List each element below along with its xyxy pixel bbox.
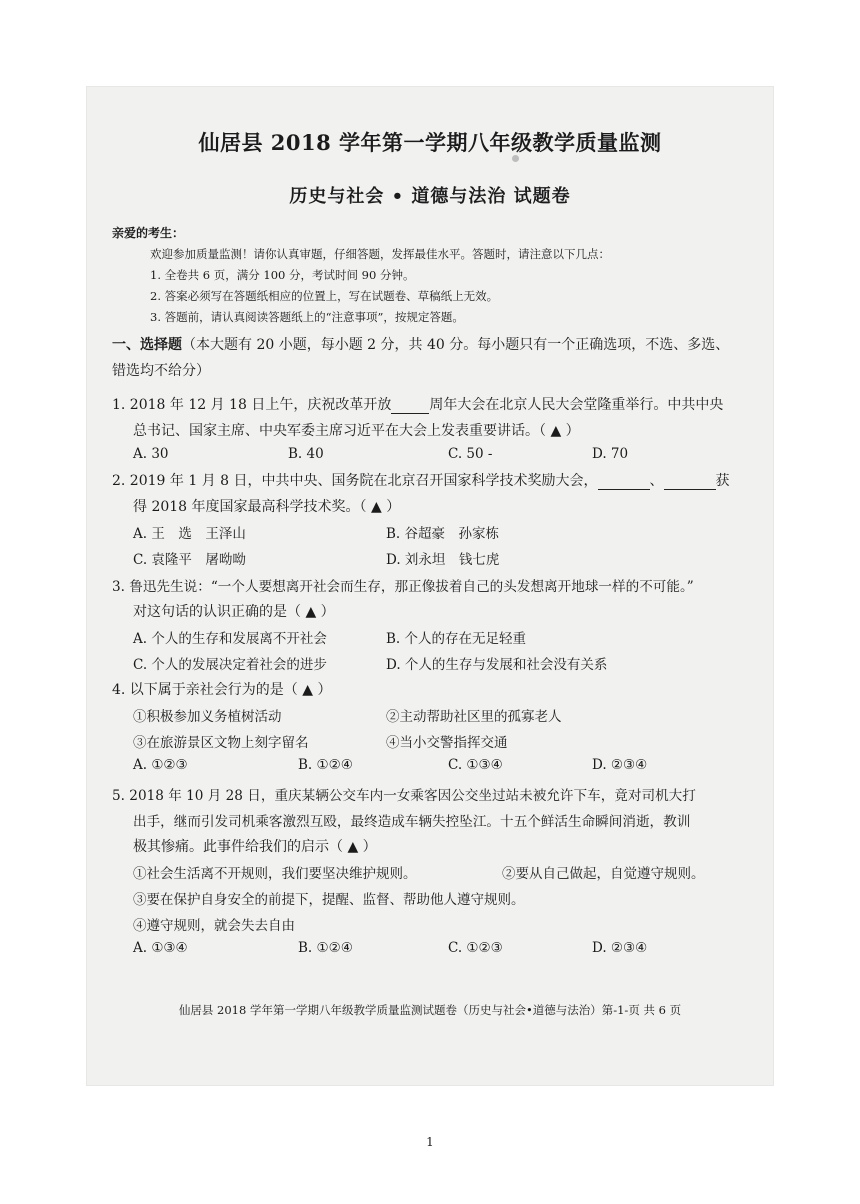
q4-item-2: ②主动帮助社区里的孤寡老人 bbox=[386, 709, 562, 725]
section-heading-line2: 错选均不给分） bbox=[112, 363, 210, 379]
q4-option-d: D. ②③④ bbox=[592, 757, 648, 773]
q5-option-c: C. ①②③ bbox=[448, 940, 503, 956]
question-4: 4. 以下属于亲社会行为的是（ ▲ ） bbox=[112, 682, 332, 698]
question-5: 5. 2018 年 10 月 28 日，重庆某辆公交车内一女乘客因公交坐过站未被允许下车，竟对司机大打 bbox=[112, 788, 696, 804]
q4-option-c: C. ①③④ bbox=[448, 757, 503, 773]
answer-blank bbox=[391, 397, 429, 414]
page-number: 1 bbox=[426, 1135, 434, 1149]
q3-option-a: A. 个人的生存和发展离不开社会 bbox=[133, 631, 327, 647]
q4-option-a: A. ①②③ bbox=[133, 757, 188, 773]
notice-item: 2. 答案必须写在答题纸相应的位置上，写在试题卷、草稿纸上无效。 bbox=[150, 289, 499, 303]
q2-sep: 、 bbox=[649, 473, 664, 489]
q4-item-1: ①积极参加义务植树活动 bbox=[133, 709, 282, 725]
q1-line2: 总书记、国家主席、中央军委主席习近平在大会上发表重要讲话。（ ▲ ） bbox=[133, 423, 580, 439]
question-2 bbox=[112, 470, 730, 490]
notice-item: 3. 答题前，请认真阅读答题纸上的“注意事项”，按规定答题。 bbox=[150, 310, 464, 324]
q1-option-b: B. 40 bbox=[288, 446, 324, 462]
q5-item-3: ③要在保护自身安全的前提下，提醒、监督、帮助他人遵守规则。 bbox=[133, 892, 525, 908]
q1-option-d: D. 70 bbox=[592, 446, 629, 462]
exam-title: 仙居县 2018 学年第一学期八年级教学质量监测 bbox=[198, 130, 662, 155]
notice-greeting: 亲爱的考生： bbox=[112, 226, 185, 240]
q3-line2: 对这句话的认识正确的是（ ▲ ） bbox=[133, 604, 335, 620]
q3-option-d: D. 个人的生存与发展和社会没有关系 bbox=[386, 657, 608, 673]
section-heading-bold: 一、选择题 bbox=[112, 337, 182, 353]
q3-option-c: C. 个人的发展决定着社会的进步 bbox=[133, 657, 327, 673]
q2-text-b: 获 bbox=[715, 473, 730, 489]
q5-option-b: B. ①②④ bbox=[298, 940, 353, 956]
q2-option-c: C. 袁隆平 屠呦呦 bbox=[133, 552, 246, 568]
q5-option-a: A. ①③④ bbox=[133, 940, 188, 956]
q3-option-b: B. 个人的存在无足轻重 bbox=[386, 631, 527, 647]
q1-option-c: C. 50 - bbox=[448, 446, 493, 462]
q1-option-a: A. 30 bbox=[133, 446, 169, 462]
q5-option-d: D. ②③④ bbox=[592, 940, 648, 956]
exam-subtitle: 历史与社会 • 道德与法治 试题卷 bbox=[289, 186, 571, 207]
q5-item-4: ④遵守规则，就会失去自由 bbox=[133, 918, 295, 934]
q2-option-b: B. 谷超豪 孙家栋 bbox=[386, 526, 500, 542]
q4-option-b: B. ①②④ bbox=[298, 757, 353, 773]
section-heading bbox=[112, 334, 729, 354]
question-1 bbox=[112, 394, 723, 414]
notice-item: 1. 全卷共 6 页，满分 100 分，考试时间 90 分钟。 bbox=[150, 268, 415, 282]
answer-blank bbox=[664, 473, 716, 490]
q5-item-2: ②要从自己做起，自觉遵守规则。 bbox=[502, 866, 705, 882]
q2-option-d: D. 刘永坦 钱七虎 bbox=[386, 552, 500, 568]
q2-line2: 得 2018 年度国家最高科学技术奖。（ ▲ ） bbox=[133, 499, 401, 515]
q5-line2: 出手，继而引发司机乘客激烈互殴，最终造成车辆失控坠江。十五个鲜活生命瞬间消逝，教训 bbox=[133, 814, 691, 830]
q5-item-1: ①社会生活离不开规则，我们要坚决维护规则。 bbox=[133, 866, 417, 882]
q1-text-a: 1. 2018 年 12 月 18 日上午，庆祝改革开放 bbox=[112, 397, 392, 413]
scan-dot bbox=[512, 155, 519, 162]
q5-line3: 极其惨痛。此事件给我们的启示（ ▲ ） bbox=[133, 839, 377, 855]
q2-text-a: 2. 2019 年 1 月 8 日，中共中央、国务院在北京召开国家科学技术奖励大会， bbox=[112, 473, 598, 489]
q4-item-3: ③在旅游景区文物上刻字留名 bbox=[133, 735, 309, 751]
page-footer: 仙居县 2018 学年第一学期八年级教学质量监测试题卷（历史与社会•道德与法治）第-1-页 共 6 页 bbox=[178, 1003, 682, 1017]
answer-blank bbox=[598, 473, 650, 490]
question-3: 3. 鲁迅先生说：“一个人要想离开社会而生存，那正像拔着自己的头发想离开地球一样的不可能。” bbox=[112, 579, 694, 595]
q4-item-4: ④当小交警指挥交通 bbox=[386, 735, 508, 751]
section-heading-rest: （本大题有 20 小题，每小题 2 分，共 40 分。每小题只有一个正确选项，不选、多选、 bbox=[182, 337, 730, 353]
q1-text-b: 周年大会在北京人民大会堂隆重举行。中共中央 bbox=[429, 397, 724, 413]
notice-intro: 欢迎参加质量监测！请你认真审题，仔细答题，发挥最佳水平。答题时，请注意以下几点： bbox=[150, 247, 610, 261]
q2-option-a: A. 王 选 王泽山 bbox=[133, 526, 246, 542]
